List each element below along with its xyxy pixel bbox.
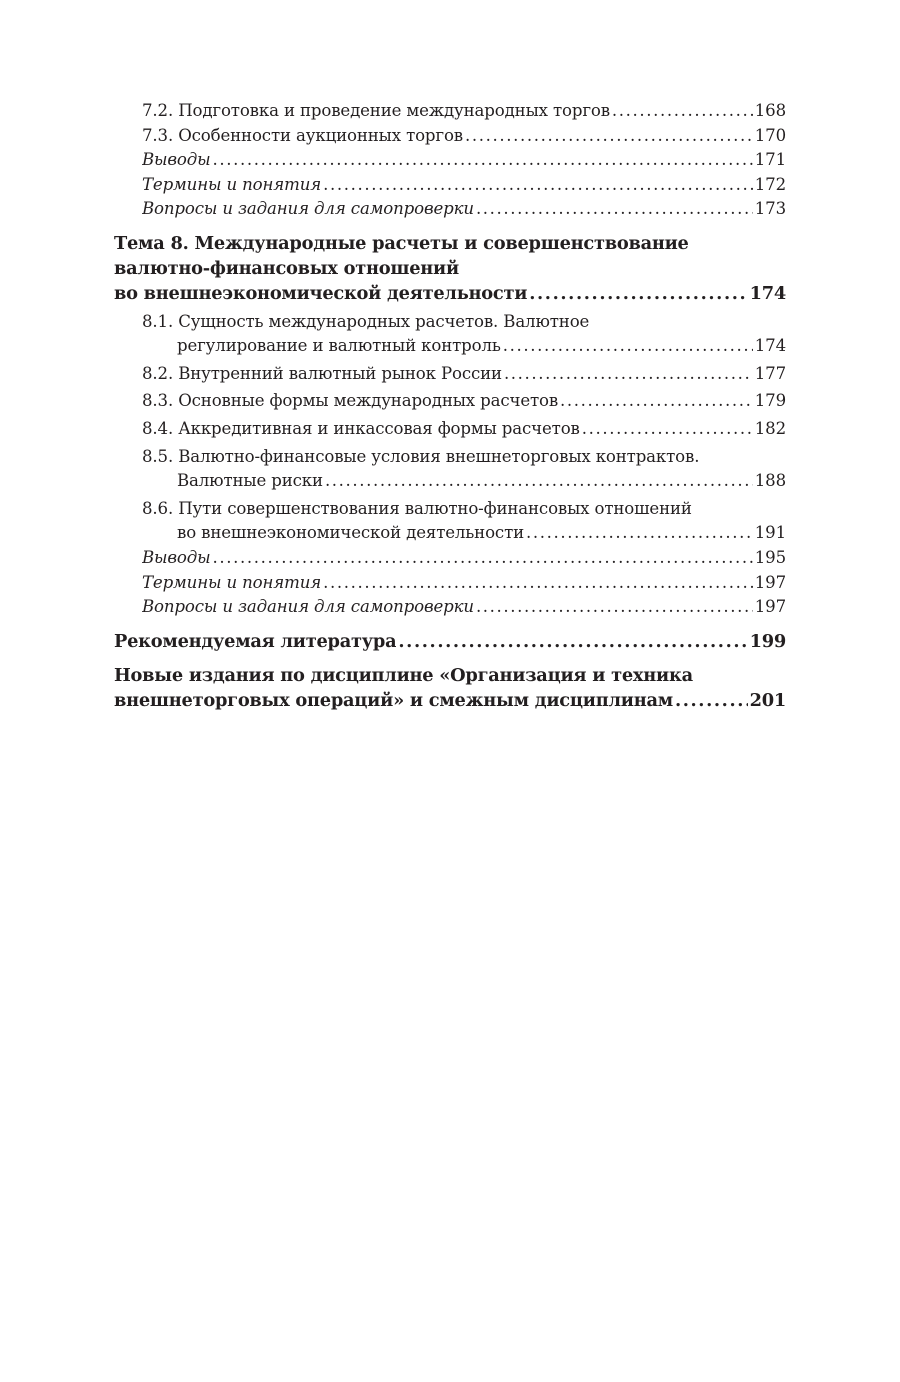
dot-leader <box>612 99 753 124</box>
toc-page-number: 177 <box>754 363 786 383</box>
entry-line-with-page <box>114 334 786 359</box>
heading-line: Новые издания по дисциплине «Организация и техника <box>114 664 693 686</box>
toc-page-number: 199 <box>749 630 786 652</box>
dot-leader <box>526 521 753 546</box>
toc-entry-title: 8.4. Аккредитивная и инкассовая формы расчетов <box>142 418 580 438</box>
entry-line-with-page <box>114 521 786 546</box>
toc-entry-topic8-conclusions <box>114 546 786 571</box>
heading-line: валютно-финансовых отношений <box>114 258 459 280</box>
toc-entry-title: Термины и понятия <box>142 174 322 194</box>
heading-line-with-page <box>114 281 786 306</box>
toc-entry-title: Выводы <box>142 547 211 567</box>
dot-leader <box>476 595 753 620</box>
dot-leader <box>398 629 747 654</box>
dot-leader <box>582 417 753 442</box>
toc-entry-topic8-questions <box>114 595 786 620</box>
dot-leader <box>560 389 753 414</box>
entry-line: 8.5. Валютно-финансовые условия внешнеторговых контрактов. <box>142 446 700 466</box>
toc-page-number: 168 <box>754 101 786 120</box>
toc-page-number: 197 <box>754 572 786 592</box>
toc-entry-title: Валютные риски <box>177 471 323 491</box>
dot-leader <box>476 197 753 222</box>
toc-entry-8-1 <box>114 310 786 359</box>
toc-page-number: 191 <box>754 523 786 543</box>
toc-entry-8-4 <box>114 417 786 442</box>
dot-leader <box>465 124 753 149</box>
dot-leader <box>325 469 753 494</box>
toc-page-number: 171 <box>754 150 786 170</box>
toc-entry-7-2 <box>114 99 786 124</box>
toc-page-number: 195 <box>754 547 786 567</box>
dot-leader <box>213 148 753 173</box>
toc-entry-8-3 <box>114 389 786 414</box>
toc-page-number: 174 <box>754 336 786 356</box>
toc-page-number: 179 <box>754 391 786 411</box>
toc-heading-topic-8 <box>114 231 786 307</box>
entry-line-with-page <box>114 469 786 494</box>
toc-entry-title: 8.3. Основные формы международных расчетов <box>142 391 559 411</box>
toc-entry-7-3 <box>114 124 786 149</box>
toc-entry-title: Термины и понятия <box>142 572 322 592</box>
toc-page-number: 174 <box>749 283 786 305</box>
toc-entry-title: Вопросы и задания для самопроверки <box>142 597 474 617</box>
dot-leader <box>675 688 748 713</box>
toc-entry-8-6 <box>114 497 786 546</box>
toc-entry-8-5 <box>114 445 786 494</box>
toc-heading-new-editions <box>114 663 786 713</box>
entry-line: 8.6. Пути совершенствования валютно-финансовых отношений <box>142 498 692 518</box>
toc-heading-literature <box>114 629 786 654</box>
toc-entry-title: во внешнеэкономической деятельности <box>177 523 525 543</box>
toc-page-number: 172 <box>754 174 786 194</box>
toc-page-number: 188 <box>754 471 786 491</box>
toc-entry-title: во внешнеэкономической деятельности <box>114 283 528 305</box>
toc-entry-title: 7.3. Особенности аукционных торгов <box>142 125 463 145</box>
heading-line: Тема 8. Международные расчеты и совершенствование <box>114 232 689 254</box>
table-of-contents <box>114 99 786 713</box>
toc-entry-topic8-terms <box>114 571 786 596</box>
toc-entry-title: 7.2. Подготовка и проведение международных торгов <box>142 101 610 120</box>
toc-page-number: 201 <box>749 690 786 712</box>
dot-leader <box>323 173 753 198</box>
dot-leader <box>529 281 747 306</box>
toc-entry-title: Выводы <box>142 150 211 170</box>
dot-leader <box>504 362 753 387</box>
toc-entry-topic7-conclusions <box>114 148 786 173</box>
heading-line-with-page <box>114 688 786 713</box>
toc-page-number: 182 <box>754 418 786 438</box>
toc-entry-title: внешнеторговых операций» и смежным дисциплинам <box>114 690 673 712</box>
toc-page-number: 170 <box>754 125 786 145</box>
toc-entry-title: регулирование и валютный контроль <box>177 336 501 356</box>
toc-entry-topic7-terms <box>114 173 786 198</box>
toc-entry-title: Рекомендуемая литература <box>114 630 397 652</box>
toc-entry-title: Вопросы и задания для самопроверки <box>142 199 474 219</box>
toc-page-number: 197 <box>754 597 786 617</box>
toc-entry-8-2 <box>114 362 786 387</box>
dot-leader <box>323 571 753 596</box>
toc-entry-topic7-questions <box>114 197 786 222</box>
dot-leader <box>213 546 753 571</box>
toc-page-number: 173 <box>754 199 786 219</box>
entry-line: 8.1. Сущность международных расчетов. Валютное <box>142 311 590 331</box>
toc-entry-title: 8.2. Внутренний валютный рынок России <box>142 363 502 383</box>
dot-leader <box>503 334 753 359</box>
